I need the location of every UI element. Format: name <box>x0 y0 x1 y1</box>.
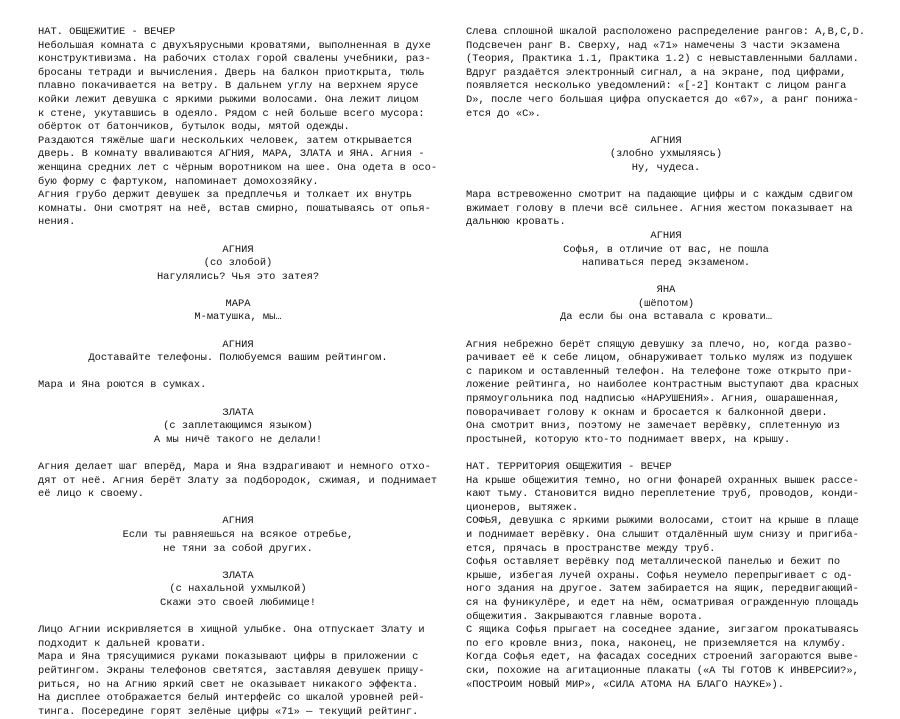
dialogue-block <box>38 298 438 325</box>
dialogue-block <box>466 230 866 271</box>
dialogue-line: Скажи это своей любимице! <box>160 596 316 609</box>
dialogue-line: Софья, в отличие от вас, не пошла <box>563 243 769 256</box>
action-block: Агния небрежно берёт спящую девушку за плечо, но, когда разво- рачивает её к себе лицом, обнаруживает только муляж из подушек с париком и оставленный телефон. На телефоне тоже открыто при- ложение рейтинга, но наиболее контрастным выступают два красных прямоугольника под надписью «НАРУШЕНИЯ». Агния, ошарашенная, поворачивает голову к окнам и бросается к балконной двери. Она смотрит вниз, поэтому не замечает верёвку, сплетенную из простыней, которую кто-то поднимает вверх, на крышу. <box>466 338 859 446</box>
parenthetical: (с заплетающимся языком) <box>163 420 313 433</box>
dialogue-block <box>38 570 438 611</box>
action-block: Небольшая комната с двухъярусными кроватями, выполненная в духе конструктивизма. На рабочих столах горой свалены учебники, раз- бросаны тетради и вычисления. Дверь на балкон приоткрыта, тюль плавно покачивается на ветру. В дальнем углу на верхнем ярусе койки лежит девушка с яркими рыжими волосами. Она лежит лицом к стене, укутавшись в одеяло. Рядом с ней больше всего мусора: обёрток от батончиков, бутылок воды, мятой одежды. Раздаются тяжёлые шаги нескольких человек, затем открывается дверь. В комнату вваливаются АГНИЯ, МАРА, ЗЛАТА и ЯНА. Агния - женщина средних лет с чёрным воротником на шее. Она одета в осо- бую форму с фартуком, напоминает домохозяйку. Агния грубо держит девушек за предплечья и толкает их внутрь комнаты. Они смотрят на неё, встав смирно, пошатываясь от опья- нения. <box>38 39 438 229</box>
dialogue-line: Доставайте телефоны. Полюбуемся вашим рейтингом. <box>88 352 388 365</box>
action-line: Мара и Яна роются в сумках. <box>38 379 207 392</box>
action-block: Лицо Агнии искривляется в хищной улыбке. Она отпускает Злату и подходит к дальней кровати. Мара и Яна трясущимися руками показывают цифры в приложении с рейтингом. Экраны телефонов светятся, заставляя девушек прищу- риться, но на Агнию яркий свет не оказывает никакого эффекта. На дисплее отображается белый интерфейс со шкалой уровней рей- тинга. Посередине горят зелёные цифры «71» — текущий рейтинг. <box>38 624 425 718</box>
dialogue-block <box>466 135 866 176</box>
dialogue-line: Нагулялись? Чья это затея? <box>156 270 320 283</box>
parenthetical: (шёпотом) <box>637 297 695 310</box>
character-name: МАРА <box>225 297 251 310</box>
action-block: На крыше общежития темно, но огни фонарей охранных вышек рассе- кают тьму. Становится видно переплетение труб, проводов, конди- ционеров, вытяжек. СОФЬЯ, девушка с яркими рыжими волосами, стоит на крыше в плаще и поднимает верёвку. Она слышит отдалённый шум снизу и пригиба- ется, прячась в пространстве между труб. Софья оставляет верёвку под металлической панелью и бежит по крыше, избегая лучей охраны. Софья неумело перепрыгивает с од- ного здания на другое. Затем забирается на ящик, передвигающий- ся на фуникулёре, и едет на нём, осматривая огражденную площадь общежития. Закрываются главные ворота. С ящика Софья прыгает на соседнее здание, зигзагом прокатываясь по его кровле вниз, пока, наконец, не приземляется на клумбу. Когда Софья едет, на фасадах соседних строений загораются выве- ски, похожие на агитационные плакаты («А ТЫ ГОТОВ К ИНВЕРСИИ?», «ПОСТРОИМ НОВЫЙ МИР», «СИЛА АТОМА НА БЛАГО НАУКЕ»). <box>466 474 859 691</box>
dialogue-line: Ну, чудеса. <box>631 161 701 174</box>
dialogue-block <box>466 284 866 325</box>
left-column <box>38 26 438 719</box>
dialogue-line: не тяни за собой других. <box>163 542 313 555</box>
dialogue-line: напиваться перед экзаменом. <box>581 257 751 270</box>
right-column <box>466 26 866 692</box>
action-block: Слева сплошной шкалой расположено распределение рангов: A,B,C,D. Подсвечен ранг B. Сверху, над «71» намечены 3 части экзамена (Теория, Практика 1.1, Практика 1.2) с невыставленными баллами. Вдруг раздаётся электронный сигнал, а на экране, под цифрами, появляется несколько уведомлений: «[-2] Контакт с лицом ранга D», после чего большая цифра опускается до «67», а ранг понижа- ется до «C». <box>466 26 866 120</box>
action-block: Мара встревоженно смотрит на падающие цифры и с каждым сдвигом вжимает голову в плечи всё сильнее. Агния жестом показывает на дальнюю кровать. <box>466 189 853 229</box>
dialogue-line: М-матушка, мы… <box>194 311 282 324</box>
parenthetical: (с нахальной ухмылкой) <box>169 583 307 596</box>
dialogue-line: Да если бы она вставала с кровати… <box>559 311 772 324</box>
character-name: АГНИЯ <box>222 338 254 351</box>
character-name: ЗЛАТА <box>222 569 254 582</box>
character-name: АГНИЯ <box>650 134 682 147</box>
character-name: ЯНА <box>656 284 676 297</box>
dialogue-line: А мы ничё такого не делали! <box>153 433 323 446</box>
character-name: ЗЛАТА <box>222 406 254 419</box>
dialogue-block <box>38 515 438 556</box>
dialogue-block <box>38 244 438 285</box>
dialogue-block <box>38 339 438 366</box>
dialogue-block <box>38 407 438 448</box>
character-name: АГНИЯ <box>222 243 254 256</box>
action-block: Агния делает шаг вперёд, Мара и Яна вздрагивают и немного отхо- дят от неё. Агния берёт Злату за подбородок, сжимая, и поднимает её лицо к своему. <box>38 461 438 501</box>
dialogue-line: Если ты равняешься на всякое отребье, <box>122 528 354 541</box>
character-name: АГНИЯ <box>650 229 682 242</box>
parenthetical: (со злобой) <box>203 257 273 270</box>
scene-heading: НАТ. ТЕРРИТОРИЯ ОБЩЕЖИТИЯ - ВЕЧЕР <box>466 461 672 473</box>
scene-heading: НАТ. ОБЩЕЖИТИЕ - ВЕЧЕР <box>38 26 176 38</box>
character-name: АГНИЯ <box>222 515 254 528</box>
parenthetical: (злобно ухмыляясь) <box>609 148 723 161</box>
